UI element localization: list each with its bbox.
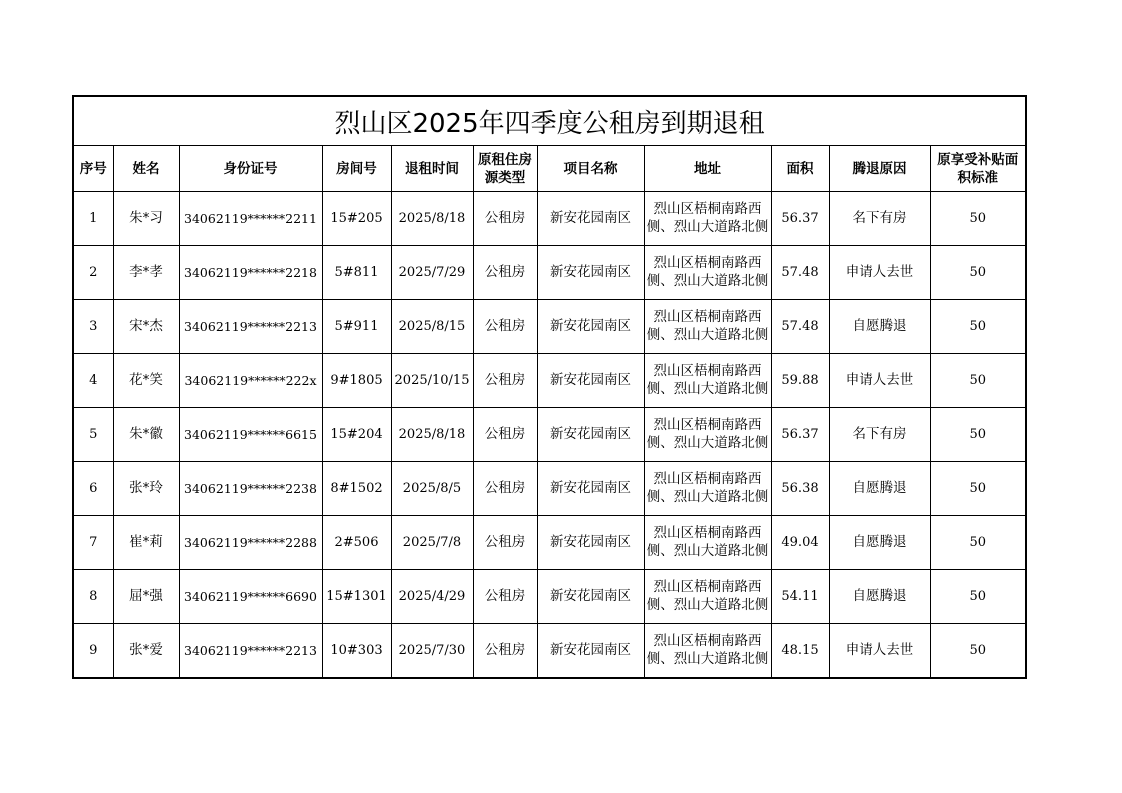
cell-project-name: 新安花园南区 [537,408,644,462]
cell-address: 烈山区梧桐南路西侧、烈山大道路北侧 [644,570,771,624]
table-row [73,192,1026,246]
header-address: 地址 [644,146,771,192]
cell-address: 烈山区梧桐南路西侧、烈山大道路北侧 [644,354,771,408]
cell-project-name: 新安花园南区 [537,462,644,516]
cell-address: 烈山区梧桐南路西侧、烈山大道路北侧 [644,192,771,246]
cell-name: 崔*莉 [113,516,179,570]
table-row [73,246,1026,300]
cell-exit-reason: 名下有房 [829,408,930,462]
cell-subsidy-standard: 50 [930,624,1026,679]
cell-exit-date: 2025/8/5 [391,462,473,516]
cell-id-number: 34062119******6615 [179,408,322,462]
cell-seq: 1 [73,192,113,246]
cell-housing-source-type: 公租房 [473,354,537,408]
header-room-number: 房间号 [322,146,391,192]
cell-subsidy-standard: 50 [930,354,1026,408]
table-row [73,516,1026,570]
cell-exit-date: 2025/7/29 [391,246,473,300]
header-area: 面积 [771,146,829,192]
cell-area: 57.48 [771,300,829,354]
cell-name: 花*笑 [113,354,179,408]
cell-id-number: 34062119******222x [179,354,322,408]
cell-room-number: 5#911 [322,300,391,354]
cell-name: 张*爱 [113,624,179,679]
cell-room-number: 2#506 [322,516,391,570]
cell-area: 57.48 [771,246,829,300]
cell-id-number: 34062119******2213 [179,300,322,354]
cell-project-name: 新安花园南区 [537,570,644,624]
header-housing-source-line2: 源类型 [484,169,526,186]
cell-subsidy-standard: 50 [930,300,1026,354]
header-row [73,146,1026,192]
cell-seq: 8 [73,570,113,624]
cell-address: 烈山区梧桐南路西侧、烈山大道路北侧 [644,516,771,570]
cell-exit-reason: 自愿腾退 [829,462,930,516]
header-seq: 序号 [73,146,113,192]
cell-subsidy-standard: 50 [930,462,1026,516]
cell-exit-reason: 自愿腾退 [829,570,930,624]
cell-project-name: 新安花园南区 [537,516,644,570]
cell-housing-source-type: 公租房 [473,516,537,570]
cell-room-number: 15#1301 [322,570,391,624]
cell-seq: 2 [73,246,113,300]
cell-seq: 7 [73,516,113,570]
cell-area: 49.04 [771,516,829,570]
cell-area: 56.37 [771,192,829,246]
cell-id-number: 34062119******2213 [179,624,322,679]
header-id-number: 身份证号 [179,146,322,192]
cell-exit-reason: 申请人去世 [829,246,930,300]
header-exit-date: 退租时间 [391,146,473,192]
table-row [73,354,1026,408]
cell-id-number: 34062119******6690 [179,570,322,624]
cell-room-number: 15#205 [322,192,391,246]
cell-project-name: 新安花园南区 [537,300,644,354]
cell-housing-source-type: 公租房 [473,570,537,624]
cell-exit-reason: 自愿腾退 [829,300,930,354]
header-name: 姓名 [113,146,179,192]
table-body [73,192,1026,679]
cell-exit-date: 2025/8/18 [391,192,473,246]
cell-subsidy-standard: 50 [930,516,1026,570]
cell-room-number: 8#1502 [322,462,391,516]
cell-exit-date: 2025/8/18 [391,408,473,462]
cell-name: 朱*徽 [113,408,179,462]
cell-subsidy-standard: 50 [930,570,1026,624]
cell-exit-date: 2025/10/15 [391,354,473,408]
cell-room-number: 5#811 [322,246,391,300]
cell-room-number: 9#1805 [322,354,391,408]
cell-seq: 6 [73,462,113,516]
cell-address: 烈山区梧桐南路西侧、烈山大道路北侧 [644,300,771,354]
header-subsidy-standard [930,146,1026,192]
cell-subsidy-standard: 50 [930,246,1026,300]
cell-area: 59.88 [771,354,829,408]
cell-seq: 4 [73,354,113,408]
cell-area: 48.15 [771,624,829,679]
cell-housing-source-type: 公租房 [473,462,537,516]
cell-exit-reason: 申请人去世 [829,354,930,408]
cell-exit-date: 2025/7/8 [391,516,473,570]
cell-project-name: 新安花园南区 [537,354,644,408]
cell-housing-source-type: 公租房 [473,192,537,246]
header-subsidy-line2: 积标准 [957,169,999,186]
cell-housing-source-type: 公租房 [473,408,537,462]
cell-id-number: 34062119******2218 [179,246,322,300]
table-row [73,300,1026,354]
cell-housing-source-type: 公租房 [473,246,537,300]
cell-exit-date: 2025/7/30 [391,624,473,679]
header-housing-source-line1: 原租住房 [478,151,532,168]
cell-room-number: 10#303 [322,624,391,679]
cell-project-name: 新安花园南区 [537,246,644,300]
cell-id-number: 34062119******2288 [179,516,322,570]
header-project-name: 项目名称 [537,146,644,192]
cell-project-name: 新安花园南区 [537,624,644,679]
cell-area: 56.38 [771,462,829,516]
cell-id-number: 34062119******2238 [179,462,322,516]
cell-subsidy-standard: 50 [930,408,1026,462]
table-row [73,624,1026,679]
cell-name: 李*孝 [113,246,179,300]
cell-exit-reason: 自愿腾退 [829,516,930,570]
rental-expiry-table [72,95,1027,679]
cell-exit-reason: 名下有房 [829,192,930,246]
cell-name: 屈*强 [113,570,179,624]
cell-exit-date: 2025/8/15 [391,300,473,354]
cell-address: 烈山区梧桐南路西侧、烈山大道路北侧 [644,246,771,300]
cell-housing-source-type: 公租房 [473,300,537,354]
cell-name: 宋*杰 [113,300,179,354]
cell-area: 56.37 [771,408,829,462]
header-exit-reason: 腾退原因 [829,146,930,192]
table-title: 烈山区2025年四季度公租房到期退租 [73,96,1026,146]
table-row [73,462,1026,516]
cell-seq: 9 [73,624,113,679]
cell-address: 烈山区梧桐南路西侧、烈山大道路北侧 [644,408,771,462]
cell-address: 烈山区梧桐南路西侧、烈山大道路北侧 [644,462,771,516]
cell-seq: 3 [73,300,113,354]
cell-exit-date: 2025/4/29 [391,570,473,624]
cell-seq: 5 [73,408,113,462]
cell-name: 朱*习 [113,192,179,246]
cell-subsidy-standard: 50 [930,192,1026,246]
table-row [73,408,1026,462]
cell-project-name: 新安花园南区 [537,192,644,246]
cell-address: 烈山区梧桐南路西侧、烈山大道路北侧 [644,624,771,679]
table-row [73,570,1026,624]
cell-id-number: 34062119******2211 [179,192,322,246]
cell-area: 54.11 [771,570,829,624]
cell-room-number: 15#204 [322,408,391,462]
header-housing-source-type [473,146,537,192]
header-subsidy-line1: 原享受补贴面 [937,151,1019,168]
cell-exit-reason: 申请人去世 [829,624,930,679]
cell-housing-source-type: 公租房 [473,624,537,679]
cell-name: 张*玲 [113,462,179,516]
